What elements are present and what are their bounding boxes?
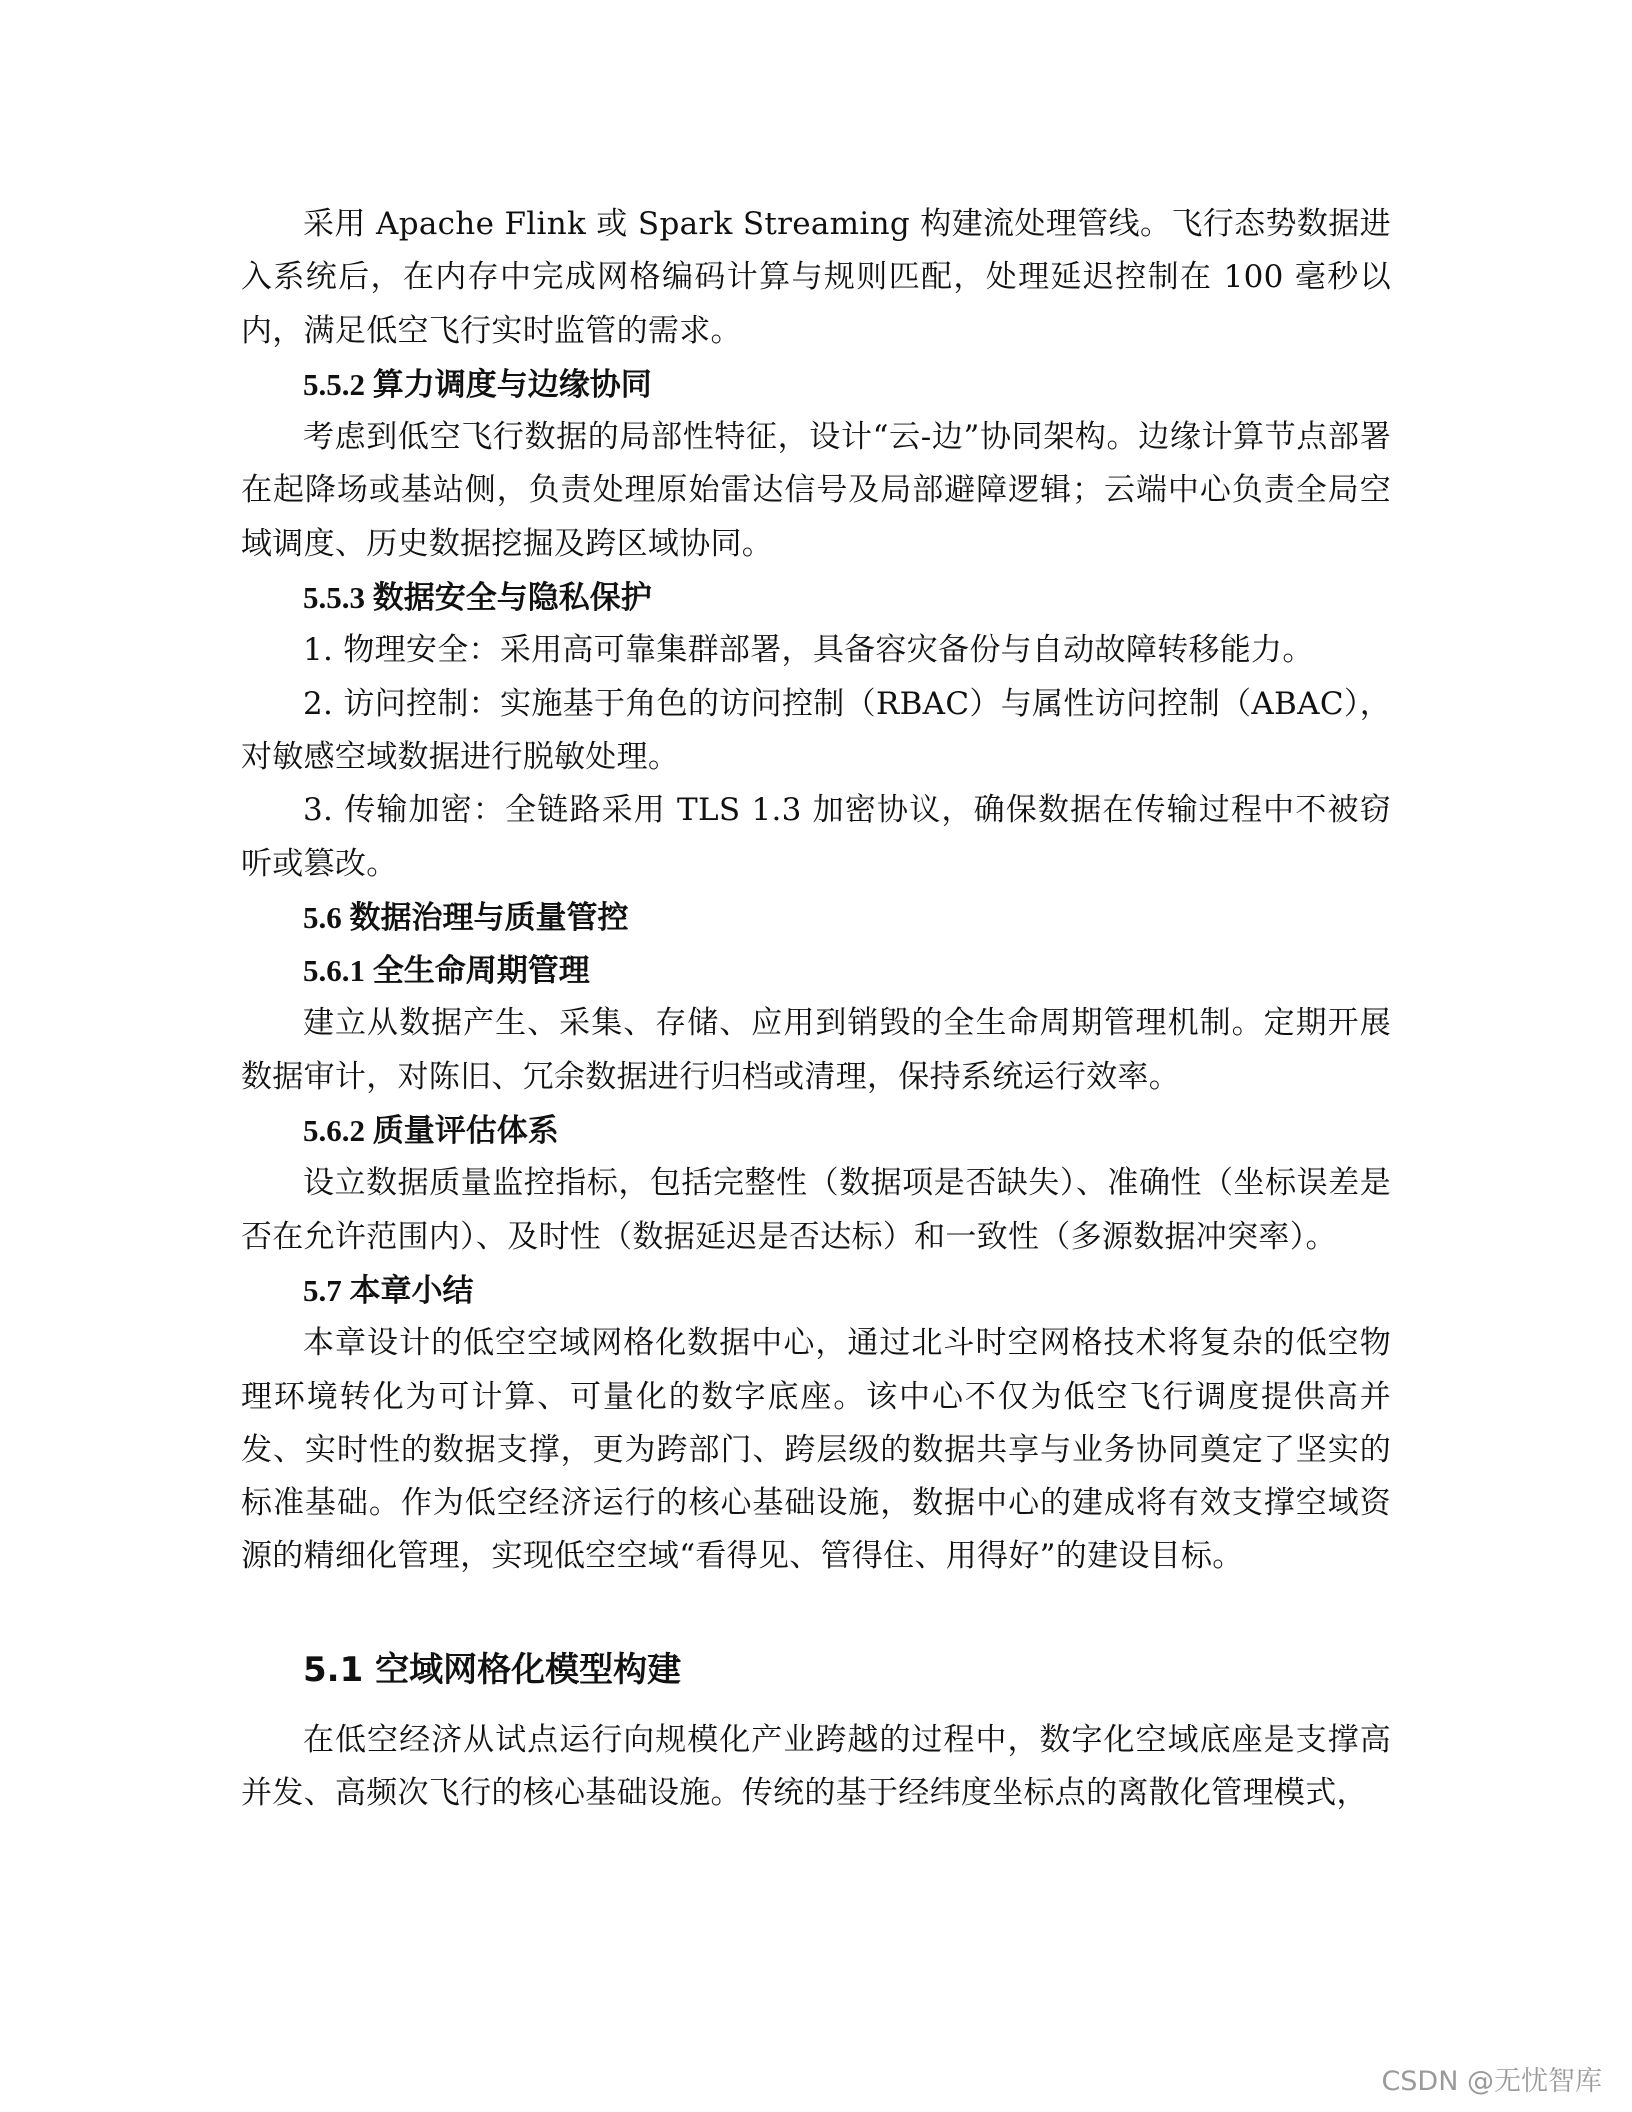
list-item-physical-security: 1. 物理安全：采用高可靠集群部署，具备容灾备份与自动故障转移能力。 [303,632,1314,669]
heading-5-6-1: 5.6.1 全生命周期管理 [303,953,590,989]
list-item-access-control: 2. 访问控制：实施基于角色的访问控制（RBAC）与属性访问控制（ABAC），对敏感空域数据进行脱敏处理。 [241,685,1391,775]
heading-5-7: 5.7 本章小结 [303,1272,474,1308]
heading-5-6: 5.6 数据治理与质量管控 [303,899,629,935]
list-item-transport-encryption: 3. 传输加密：全链路采用 TLS 1.3 加密协议，确保数据在传输过程中不被窃听或篡改。 [241,792,1391,882]
heading-5-6-2: 5.6.2 质量评估体系 [303,1113,559,1149]
paragraph-quality-metrics: 设立数据质量监控指标，包括完整性（数据项是否缺失）、准确性（坐标误差是否在允许范围内）、及时性（数据延迟是否达标）和一致性（多源数据冲突率）。 [241,1165,1391,1255]
paragraph-stream-processing: 采用 Apache Flink 或 Spark Streaming 构建流处理管线。飞行态势数据进入系统后，在内存中完成网格编码计算与规则匹配，处理延迟控制在 100 毫秒以内，满足低空飞行实时监管的需求。 [241,206,1391,349]
heading-5-5-2: 5.5.2 算力调度与边缘协同 [303,366,652,402]
csdn-watermark: CSDN @无忧智库 [1381,2066,1602,2097]
heading-5-1: 5.1 空域网格化模型构建 [303,1649,682,1690]
paragraph-lifecycle: 建立从数据产生、采集、存储、应用到销毁的全生命周期管理机制。定期开展数据审计，对陈旧、冗余数据进行归档或清理，保持系统运行效率。 [241,1005,1391,1095]
paragraph-airspace-intro: 在低空经济从试点运行向规模化产业跨越的过程中，数字化空域底座是支撑高并发、高频次飞行的核心基础设施。传统的基于经纬度坐标点的离散化管理模式， [241,1721,1391,1812]
paragraph-cloud-edge: 考虑到低空飞行数据的局部性特征，设计“云-边”协同架构。边缘计算节点部署在起降场或基站侧，负责处理原始雷达信号及局部避障逻辑；云端中心负责全局空域调度、历史数据挖掘及跨区域协同。 [241,419,1391,562]
heading-5-5-3: 5.5.3 数据安全与隐私保护 [303,580,652,616]
document-body [241,198,1391,1820]
paragraph-chapter-summary: 本章设计的低空空域网格化数据中心，通过北斗时空网格技术将复杂的低空物理环境转化为可计算、可量化的数字底座。该中心不仅为低空飞行调度提供高并发、实时性的数据支撑，更为跨部门、跨层级的数据共享与业务协同奠定了坚实的标准基础。作为低空经济运行的核心基础设施，数据中心的建成将有效支撑空域资源的精细化管理，实现低空空域“看得见、管得住、用得好”的建设目标。 [241,1325,1391,1575]
